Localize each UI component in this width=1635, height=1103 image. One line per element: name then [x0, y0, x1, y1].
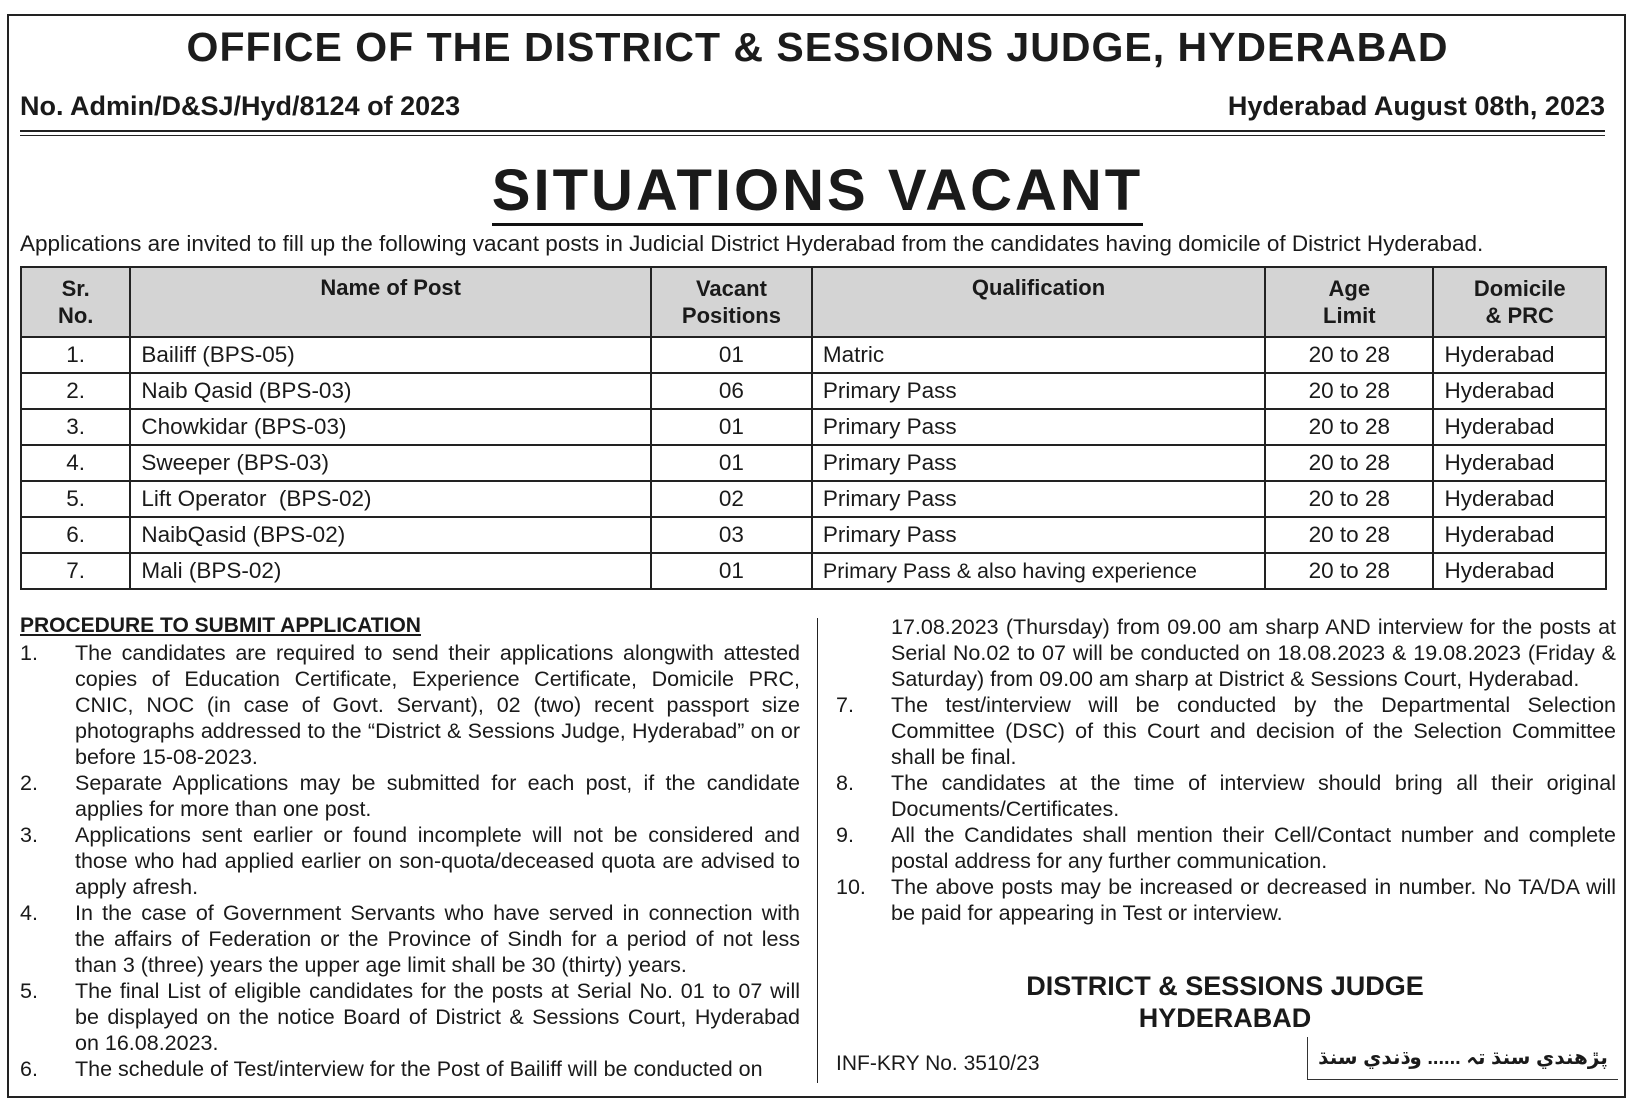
cell-qualification: Primary Pass: [812, 445, 1265, 481]
header-divider-thin: [20, 135, 1605, 136]
cell-post: Bailiff (BPS-05): [130, 337, 651, 373]
cell-qualification: Primary Pass: [812, 481, 1265, 517]
table-row: [21, 409, 1606, 445]
cell-qualification: Primary Pass: [812, 409, 1265, 445]
cell-vacant: 01: [651, 337, 812, 373]
cell-sr: 1.: [21, 337, 130, 373]
cell-vacant: 01: [651, 553, 812, 589]
cell-qualification: Primary Pass: [812, 517, 1265, 553]
cell-domicile: Hyderabad: [1433, 517, 1606, 553]
cell-age: 20 to 28: [1265, 481, 1433, 517]
cell-sr: 6.: [21, 517, 130, 553]
reference-number: No. Admin/D&SJ/Hyd/8124 of 2023: [20, 91, 461, 121]
cell-age: 20 to 28: [1265, 409, 1433, 445]
list-item: 10. The above posts may be increased or decreased in number. No TA/DA will be paid for appearing in Test or interview.: [836, 875, 1616, 925]
list-item: 2. Separate Applications may be submitted for each post, if the candidate applies for more than one post.: [20, 771, 800, 821]
notice-date: Hyderabad August 08th, 2023: [1227, 91, 1605, 121]
list-item: 6. The schedule of Test/interview for the Post of Bailiff will be conducted on: [20, 1057, 763, 1081]
table-row: [21, 553, 1606, 589]
cell-sr: 5.: [21, 481, 130, 517]
cell-vacant: 01: [651, 409, 812, 445]
signatory-location: HYDERABAD: [1138, 1003, 1312, 1033]
cell-domicile: Hyderabad: [1433, 445, 1606, 481]
cell-qualification: Primary Pass & also having experience: [812, 553, 1265, 589]
table-row: [21, 445, 1606, 481]
urdu-slogan: پڙهندي سنڌ تہ ...... وڌندي سنڌ: [1307, 1037, 1618, 1080]
cell-age: 20 to 28: [1265, 373, 1433, 409]
cell-domicile: Hyderabad: [1433, 553, 1606, 589]
cell-vacant: 02: [651, 481, 812, 517]
list-item: 1. The candidates are required to send their applications alongwith attested copies of Education Certificate, Experience Certificate, Domicile PRC, CNIC, NOC (in case of Govt. Servant), 02 (two) recent passport size photographs addressed to the “District & Sessions Judge, Hyderabad” on or before 15-08-2023.: [20, 641, 800, 769]
inf-number: INF-KRY No. 3510/23: [836, 1052, 1040, 1075]
cell-post: NaibQasid (BPS-02): [130, 517, 651, 553]
col-header-post: Name of Post: [130, 267, 651, 337]
cell-domicile: Hyderabad: [1433, 409, 1606, 445]
cell-age: 20 to 28: [1265, 553, 1433, 589]
table-row: [21, 373, 1606, 409]
list-item: 3. Applications sent earlier or found incomplete will not be considered and those who had applied earlier on son-quota/deceased quota are advised to apply afresh.: [20, 823, 800, 899]
cell-domicile: Hyderabad: [1433, 373, 1606, 409]
procedure-heading: PROCEDURE TO SUBMIT APPLICATION: [20, 614, 421, 637]
cell-age: 20 to 28: [1265, 517, 1433, 553]
signatory-title: DISTRICT & SESSIONS JUDGE: [1026, 971, 1424, 1001]
table-row: [21, 337, 1606, 373]
col-header-sr: Sr. No.: [21, 267, 130, 337]
signature-block: [960, 970, 1490, 1034]
intro-text: Applications are invited to fill up the following vacant posts in Judicial District Hyderabad from the candidates having domicile of District Hyderabad.: [20, 231, 1484, 256]
cell-sr: 2.: [21, 373, 130, 409]
table-row: [21, 517, 1606, 553]
cell-age: 20 to 28: [1265, 445, 1433, 481]
list-item: 4. In the case of Government Servants who have served in connection with the affairs of Federation or the Province of Sindh for a period of not less than 3 (three) years the upper age limit shall be 30 (thirty) years.: [20, 901, 800, 977]
cell-post: Mali (BPS-02): [130, 553, 651, 589]
cell-qualification: Primary Pass: [812, 373, 1265, 409]
cell-qualification: Matric: [812, 337, 1265, 373]
office-title: OFFICE OF THE DISTRICT & SESSIONS JUDGE, HYDERABAD: [186, 24, 1449, 70]
cell-domicile: Hyderabad: [1433, 337, 1606, 373]
procedure-column-left: [20, 640, 800, 1082]
list-item: 7. The test/interview will be conducted by the Departmental Selection Committee (DSC) of this Court and decision of the Selection Committee shall be final.: [836, 693, 1616, 769]
list-item: 5. The final List of eligible candidates for the posts at Serial No. 01 to 07 will be displayed on the notice Board of District & Sessions Court, Hyderabad on 16.08.2023.: [20, 979, 800, 1055]
cell-post: Naib Qasid (BPS-03): [130, 373, 651, 409]
col-header-qualification: Qualification: [812, 267, 1265, 337]
list-item-continued: 17.08.2023 (Thursday) from 09.00 am sharp AND interview for the posts at Serial No.02 to 07 will be conducted on 18.08.2023 & 19.08.2023 (Friday & Saturday) from 09.00 am sharp at District & Sessions Court, Hyderabad.: [891, 615, 1616, 691]
col-header-age: Age Limit: [1265, 267, 1433, 337]
cell-vacant: 06: [651, 373, 812, 409]
cell-sr: 7.: [21, 553, 130, 589]
cell-sr: 3.: [21, 409, 130, 445]
table-header-row: [21, 267, 1606, 337]
cell-post: Chowkidar (BPS-03): [130, 409, 651, 445]
cell-post: Lift Operator (BPS-02): [130, 481, 651, 517]
table-row: [21, 481, 1606, 517]
cell-sr: 4.: [21, 445, 130, 481]
cell-post: Sweeper (BPS-03): [130, 445, 651, 481]
header-divider: [20, 130, 1605, 132]
cell-domicile: Hyderabad: [1433, 481, 1606, 517]
cell-vacant: 01: [651, 445, 812, 481]
cell-vacant: 03: [651, 517, 812, 553]
page-title: SITUATIONS VACANT: [0, 157, 1635, 224]
list-item: 8. The candidates at the time of interview should bring all their original Documents/Certificates.: [836, 771, 1616, 821]
col-header-vacant: Vacant Positions: [651, 267, 812, 337]
vacancy-table: [20, 266, 1607, 590]
procedure-column-right: [836, 614, 1616, 926]
list-item: 9. All the Candidates shall mention their Cell/Contact number and complete postal address for any further communication.: [836, 823, 1616, 873]
cell-age: 20 to 28: [1265, 337, 1433, 373]
reference-line: [20, 91, 1605, 125]
col-header-domicile: Domicile & PRC: [1433, 267, 1606, 337]
column-divider: [817, 618, 818, 1083]
